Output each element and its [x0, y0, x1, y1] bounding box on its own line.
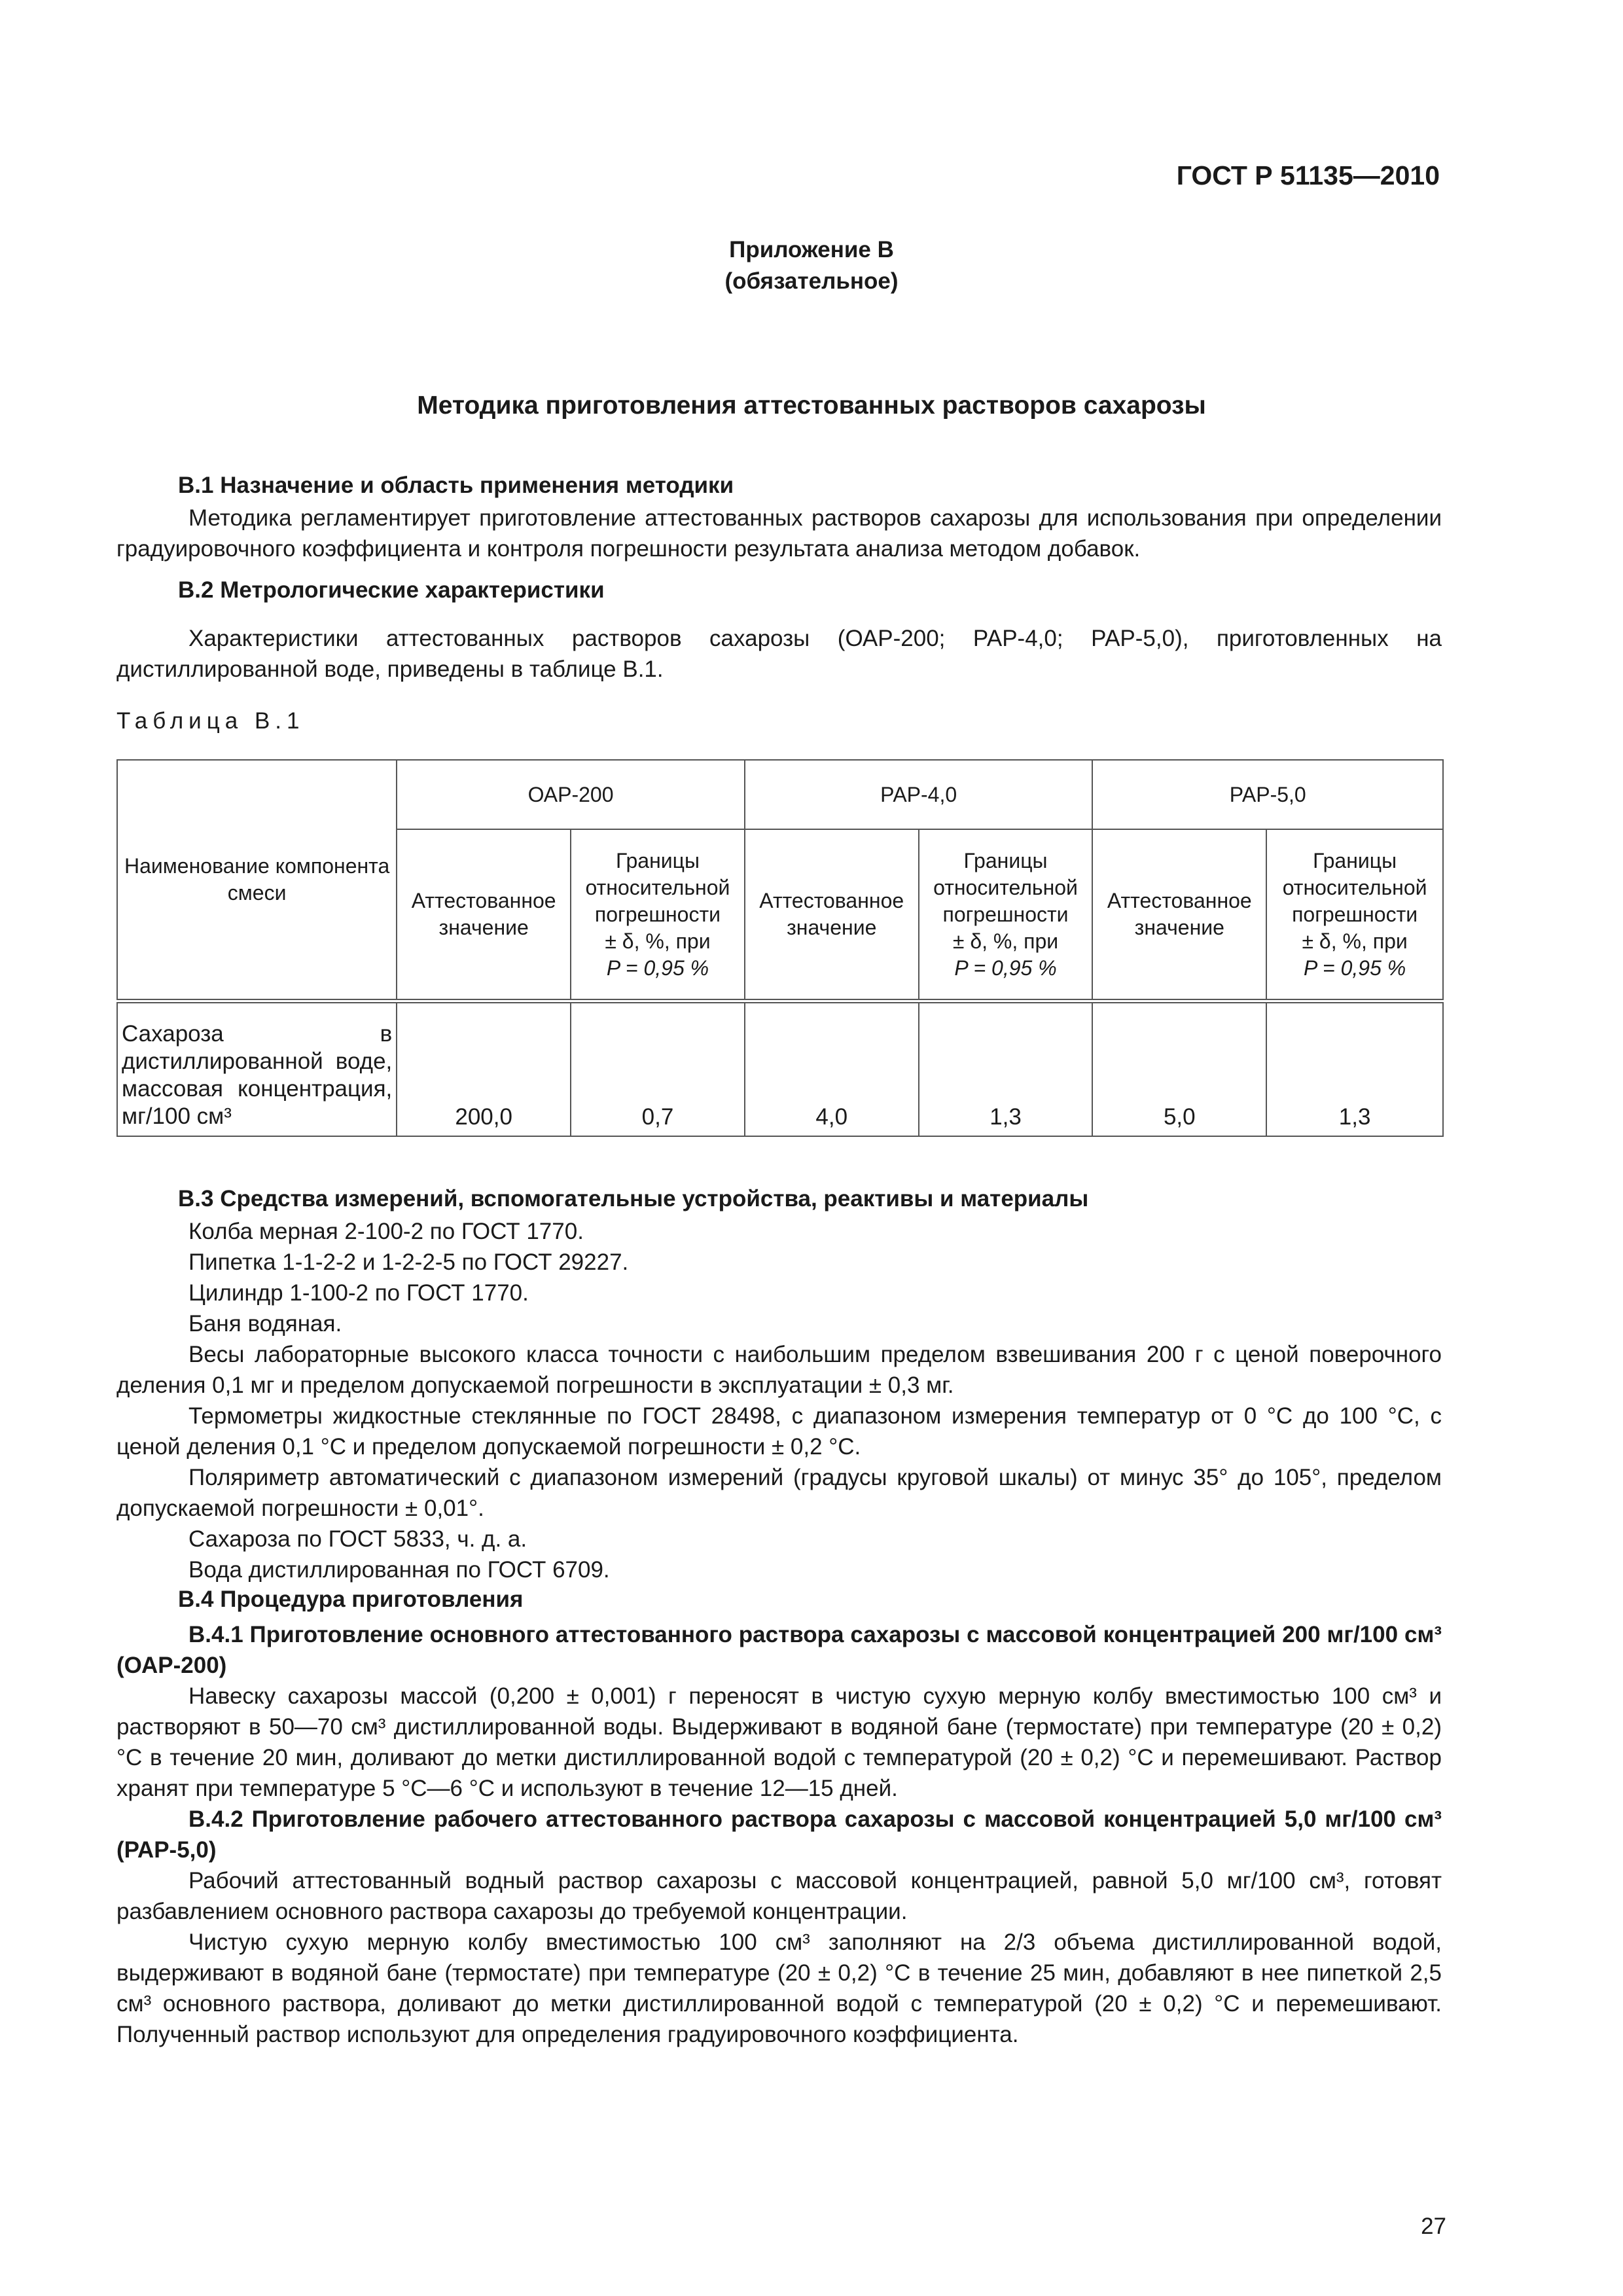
table-subheader-bounds: Границы относительной погрешности ± δ, %, при P = 0,95 %: [919, 829, 1093, 1001]
list-item: Вода дистиллированная по ГОСТ 6709.: [188, 1557, 610, 1583]
list-item: Сахароза по ГОСТ 5833, ч. д. а.: [188, 1526, 527, 1552]
subsection-text-b41: Навеску сахарозы массой (0,200 ± 0,001) г переносят в чистую сухую мерную колбу вместимостью 100 см³ и растворяют в 50—70 см³ дистиллированной воды. Выдерживают в водяной бане (термостате) при температуре (20 ± 0,2) °С в течение 20 мин, доливают до метки дистиллированной водой с температурой (20 ± 0,2) °С и перемешивают. Раствор хранят при температуре 5 °С—6 °С и используют в течение 12—15 дней.: [116, 1683, 1442, 1801]
section-heading-b1: В.1 Назначение и область применения методики: [178, 473, 734, 498]
table-caption: Таблица В.1: [116, 708, 305, 734]
list-item: Баня водяная.: [188, 1311, 342, 1336]
table-subheader-value: Аттестованное значение: [1092, 829, 1266, 1001]
section-text-b1: Методика регламентирует приготовление аттестованных растворов сахарозы для использования при определении градуировочного коэффициента и контроля погрешности результата анализа методом добавок.: [116, 505, 1442, 562]
paragraph-thermometers: Термометры жидкостные стеклянные по ГОСТ 28498, с диапазоном измерения температур от 0 °С до 100 °С, с ценой деления 0,1 °С и пределом допускаемой погрешности ± 0,2 °С.: [116, 1403, 1442, 1460]
table-group-header: РАР-5,0: [1092, 760, 1443, 829]
table-cell: 1,3: [919, 1001, 1093, 1137]
section-heading-b3: В.3 Средства измерений, вспомогательные устройства, реактивы и материалы: [178, 1186, 1089, 1211]
table-cell: 4,0: [745, 1001, 919, 1137]
appendix-title: Приложение В: [729, 237, 894, 262]
table-subheader-bounds: Границы относительной погрешности ± δ, %, при P = 0,95 %: [1266, 829, 1443, 1001]
list-item: Цилиндр 1-100-2 по ГОСТ 1770.: [188, 1280, 529, 1306]
table-cell: 5,0: [1092, 1001, 1266, 1137]
section-text-b2: Характеристики аттестованных растворов сахарозы (ОАР-200; РАР-4,0; РАР-5,0), приготовленных на дистиллированной воде, приведены в таблице В.1.: [116, 626, 1442, 682]
table-cell: 200,0: [397, 1001, 571, 1137]
table-group-header: ОАР-200: [397, 760, 745, 829]
table-cell: 1,3: [1266, 1001, 1443, 1137]
section-heading-b2: В.2 Метрологические характеристики: [178, 577, 605, 603]
table-subheader-value: Аттестованное значение: [745, 829, 919, 1001]
subsection-text-b42-1: Рабочий аттестованный водный раствор сахарозы с массовой концентрацией, равной 5,0 мг/100 см³, готовят разбавлением основного раствора сахарозы до требуемой концентрации.: [116, 1868, 1442, 1924]
section-heading-b4: В.4 Процедура приготовления: [178, 1587, 524, 1612]
page-number: 27: [1421, 2214, 1446, 2239]
subsection-heading-b41: В.4.1 Приготовление основного аттестованного раствора сахарозы с массовой концентрацией 200 мг/100 см³ (ОАР-200): [116, 1622, 1442, 1678]
appendix-status: (обязательное): [724, 268, 899, 294]
table-subheader-value: Аттестованное значение: [397, 829, 571, 1001]
data-table: [116, 759, 1444, 1137]
table-header-name: Наименование компонента смеси: [117, 760, 397, 1001]
list-item: Колба мерная 2-100-2 по ГОСТ 1770.: [188, 1219, 584, 1244]
table-cell: 0,7: [571, 1001, 745, 1137]
table-subheader-bounds: Границы относительной погрешности ± δ, %, при P = 0,95 %: [571, 829, 745, 1001]
document-standard-number: ГОСТ Р 51135—2010: [1176, 160, 1440, 190]
paragraph-scales: Весы лабораторные высокого класса точности с наибольшим пределом взвешивания 200 г с ценой поверочного деления 0,1 мг и пределом допускаемой погрешности в эксплуатации ± 0,3 мг.: [116, 1342, 1442, 1398]
list-item: Пипетка 1-1-2-2 и 1-2-2-5 по ГОСТ 29227.: [188, 1249, 629, 1275]
page-title: Методика приготовления аттестованных растворов сахарозы: [417, 391, 1206, 420]
table-row: [117, 1001, 1443, 1137]
table-group-header: РАР-4,0: [745, 760, 1093, 829]
subsection-text-b42-2: Чистую сухую мерную колбу вместимостью 100 см³ заполняют на 2/3 объема дистиллированной водой, выдерживают в водяной бане (термостате) при температуре (20 ± 0,2) °С в течение 25 мин, добавляют в нее пипеткой 2,5 см³ основного раствора, доливают до метки дистиллированной водой с температурой (20 ± 0,2) °С и перемешивают. Полученный раствор используют для определения градуировочного коэффициента.: [116, 1929, 1442, 2047]
subsection-heading-b42: В.4.2 Приготовление рабочего аттестованного раствора сахарозы с массовой концентрацией 5,0 мг/100 см³ (РАР-5,0): [116, 1806, 1442, 1863]
table-cell-name: Сахароза в дистиллированной воде, массовая концентрация, мг/100 см³: [117, 1001, 397, 1137]
paragraph-polarimeter: Поляриметр автоматический с диапазоном измерений (градусы круговой шкалы) от минус 35° до 105°, пределом допускаемой погрешности ± 0,01°.: [116, 1465, 1442, 1521]
